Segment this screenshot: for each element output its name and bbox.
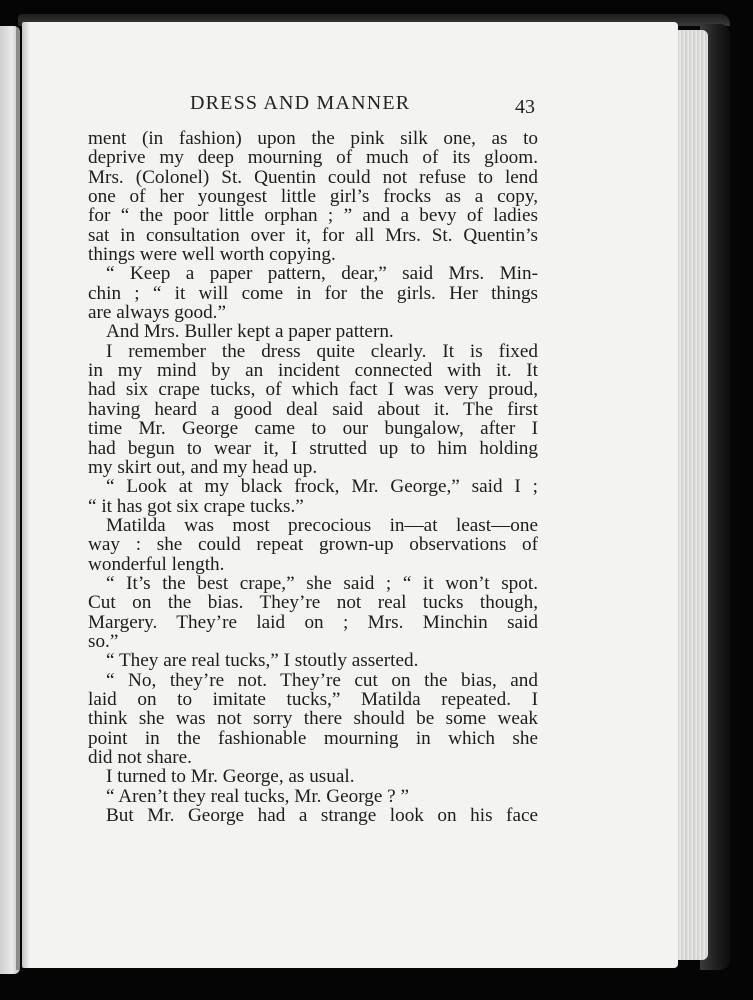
text-line: deprive my deep mourning of much of its gloom.	[88, 147, 538, 169]
text-line: I remember the dress quite clearly. It is fixed	[106, 340, 538, 362]
text-line: “ it has got six crape tucks.”	[88, 495, 304, 517]
text-line: way : she could repeat grown-up observations of	[88, 534, 538, 556]
text-line: for “ the poor little orphan ; ” and a bevy of ladies	[88, 205, 538, 227]
text-line: “ No, they’re not. They’re cut on the bias, and	[106, 669, 538, 691]
text-line: my skirt out, and my head up.	[88, 456, 318, 478]
text-line: But Mr. George had a strange look on his face	[106, 805, 538, 827]
text-line: laid on to imitate tucks,” Matilda repeated. I	[88, 688, 538, 710]
text-line: think she was not sorry there should be some weak	[88, 708, 538, 730]
gutter-shadow	[16, 22, 30, 970]
text-line: point in the fashionable mourning in which she	[88, 727, 538, 749]
text-line: in my mind by an incident connected with it. It	[88, 360, 538, 382]
text-line: “ Aren’t they real tucks, Mr. George ? ”	[106, 785, 409, 807]
text-line: “ They are real tucks,” I stoutly asserted.	[106, 650, 419, 672]
text-line: are always good.”	[88, 302, 226, 324]
text-line: one of her youngest little girl’s frocks as a copy,	[88, 186, 538, 208]
text-line: having heard a good deal said about it. The first	[88, 398, 538, 420]
body-text	[88, 129, 538, 825]
text-line: ment (in fashion) upon the pink silk one, as to	[88, 128, 538, 149]
text-line: “ It’s the best crape,” she said ; “ it won’t spot.	[106, 572, 538, 594]
text-line: “ Look at my black frock, Mr. George,” said I ;	[106, 476, 538, 498]
text-line: did not share.	[88, 747, 192, 768]
page-number: 43	[515, 96, 535, 118]
text-line: Matilda was most precocious in—at least—one	[106, 514, 538, 536]
text-line: “ Keep a paper pattern, dear,” said Mrs. Min-	[106, 263, 538, 285]
text-line: so.”	[88, 630, 119, 652]
text-line: time Mr. George came to our bungalow, after I	[88, 418, 538, 440]
text-line: I turned to Mr. George, as usual.	[106, 766, 355, 788]
running-header: DRESS AND MANNER	[190, 92, 411, 114]
text-line: had begun to wear it, I strutted up to him holding	[88, 437, 538, 459]
text-line: Margery. They’re laid on ; Mrs. Minchin said	[88, 611, 538, 633]
text-line: things were well worth copying.	[88, 244, 336, 266]
text-line: Cut on the bias. They’re not real tucks though,	[88, 592, 538, 614]
text-line: Mrs. (Colonel) St. Quentin could not refuse to lend	[88, 166, 538, 188]
text-line: wonderful length.	[88, 553, 225, 575]
text-line: chin ; “ it will come in for the girls. Her things	[88, 282, 538, 304]
text-line: had six crape tucks, of which fact I was very proud,	[88, 379, 538, 401]
text-line: sat in consultation over it, for all Mrs. St. Quentin’s	[88, 224, 538, 246]
text-line: And Mrs. Buller kept a paper pattern.	[106, 321, 394, 343]
